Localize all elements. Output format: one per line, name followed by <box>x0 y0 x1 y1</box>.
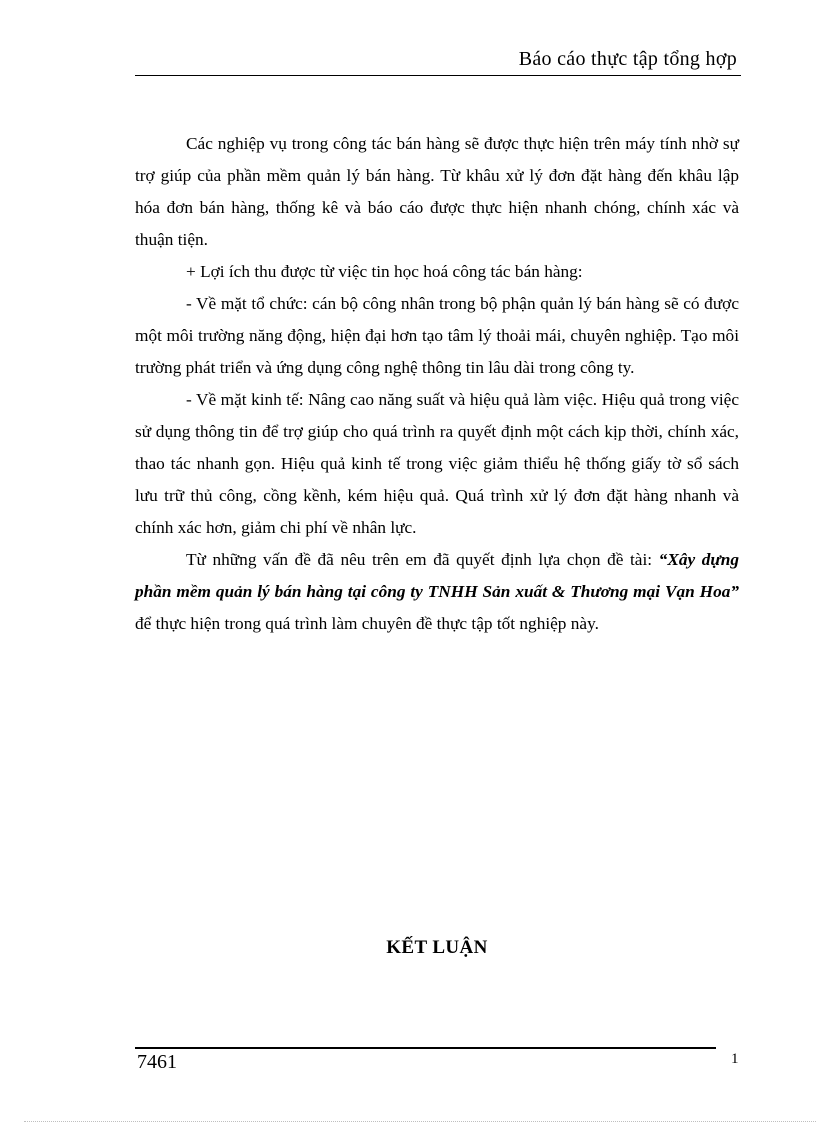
topic-outro: để thực hiện trong quá trình làm chuyên đề thực tập tốt nghiệp này. <box>135 614 599 633</box>
header-rule <box>135 75 741 76</box>
topic-title: “Xây dựng phần mềm quản lý bán hàng tại công ty TNHH Sản xuất & Thương mại Vạn Hoa” <box>135 550 740 601</box>
footer-code: 7461 <box>137 1051 177 1073</box>
page-bottom-edge <box>24 1121 816 1122</box>
topic-intro: Từ những vấn đề đã nêu trên em đã quyết định lựa chọn đề tài: <box>186 550 659 569</box>
page-header <box>135 48 741 76</box>
paragraph-topic <box>135 544 739 640</box>
page-number: 1 <box>731 1051 739 1067</box>
conclusion-heading: KẾT LUẬN <box>386 937 488 958</box>
paragraph-economy: - Về mặt kinh tế: Nâng cao năng suất và hiệu quả làm việc. Hiệu quả trong việc sử dụng thông tin để trợ giúp cho quá trình ra quyết định một cách kịp thời, chính xác, thao tác nhanh gọn. Hiệu quả kinh tế trong việc giảm thiểu hệ thống giấy tờ sổ sách lưu trữ thủ công, cồng kềnh, kém hiệu quả. Quá trình xử lý đơn đặt hàng nhanh và chính xác hơn, giảm chi phí về nhân lực. <box>135 390 739 537</box>
header-title: Báo cáo thực tập tổng hợp <box>518 48 737 70</box>
body-text <box>135 128 739 640</box>
paragraph-organization: - Về mặt tổ chức: cán bộ công nhân trong bộ phận quản lý bán hàng sẽ có được một môi trường năng động, hiện đại hơn tạo tâm lý thoải mái, chuyên nghiệp. Tạo môi trường phát triển và ứng dụng công nghệ thông tin lâu dài trong công ty. <box>135 294 739 377</box>
paragraph-1: Các nghiệp vụ trong công tác bán hàng sẽ được thực hiện trên máy tính nhờ sự trợ giúp của phần mềm quản lý bán hàng. Từ khâu xử lý đơn đặt hàng đến khâu lập hóa đơn bán hàng, thống kê và báo cáo được thực hiện nhanh chóng, chính xác và thuận tiện. <box>135 134 739 249</box>
footer-rule <box>135 1047 716 1049</box>
paragraph-benefits-heading: + Lợi ích thu được từ việc tin học hoá công tác bán hàng: <box>186 262 583 281</box>
